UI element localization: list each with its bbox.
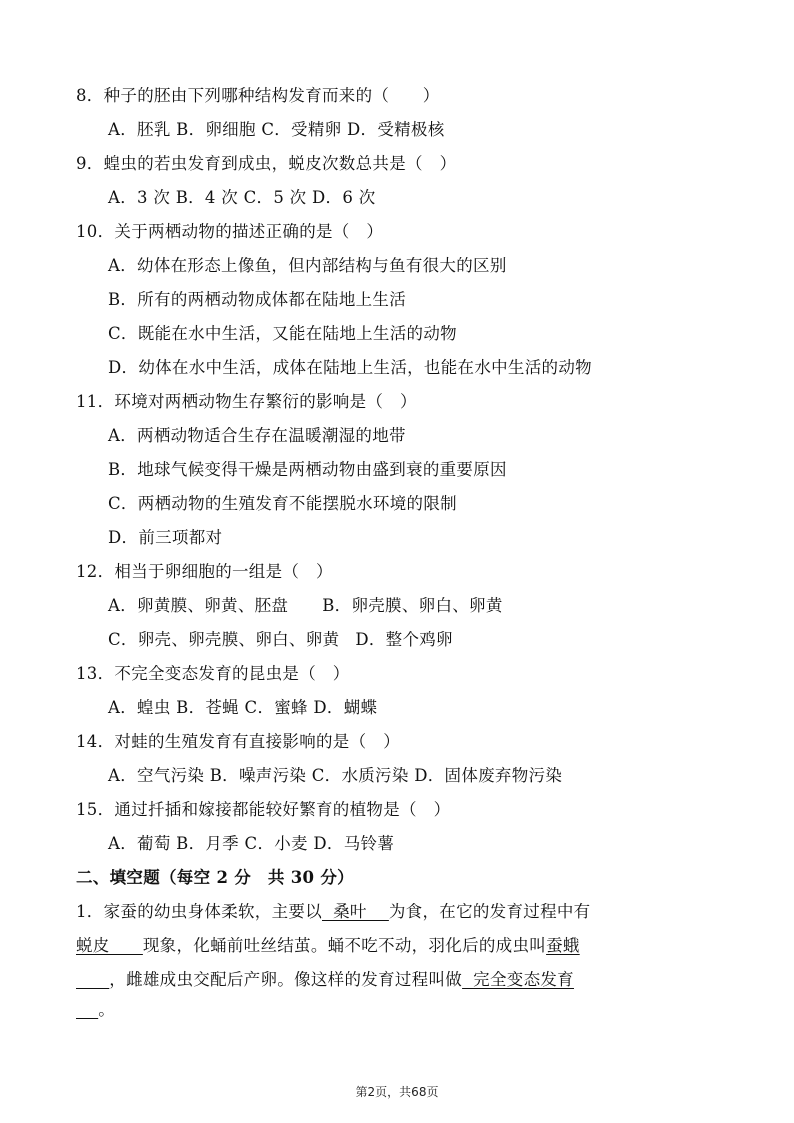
question-11-option-b: B．地球气候变得干燥是两栖动物由盛到衰的重要原因 [108, 460, 507, 479]
question-11-stem: 11．环境对两栖动物生存繁衍的影响是（ ） [76, 392, 417, 411]
question-12-option-a: A．卵黄膜、卵黄、胚盘 [108, 596, 289, 615]
fill-1-text: 1．家蚕的幼虫身体柔软，主要以 [76, 902, 322, 921]
question-9-stem: 9．蝗虫的若虫发育到成虫，蜕皮次数总共是（ ） [76, 154, 457, 173]
fill-1-answer-2: 蜕皮 [76, 936, 143, 955]
fill-1-answer-1: 桑叶 [322, 902, 389, 921]
question-11-option-d: D．前三项都对 [108, 528, 223, 547]
question-9-options: A．3 次 B．4 次 C．5 次 D．6 次 [108, 188, 376, 207]
question-10-option-a: A．幼体在形态上像鱼，但内部结构与鱼有很大的区别 [108, 256, 507, 275]
question-12-stem: 12．相当于卵细胞的一组是（ ） [76, 562, 333, 581]
question-8-options: A．胚乳 B．卵细胞 C．受精卵 D．受精极核 [108, 120, 445, 139]
question-11-option-c: C．两栖动物的生殖发育不能摆脱水环境的限制 [108, 494, 457, 513]
fill-1-text: 。 [98, 1000, 115, 1019]
question-12-option-c: C．卵壳、卵壳膜、卵白、卵黄 [108, 630, 340, 649]
fill-1-line-1 [76, 902, 590, 922]
question-12-options-row-2 [108, 630, 453, 650]
section-2-heading: 二、填空题（每空 2 分 共 30 分） [76, 868, 354, 887]
fill-1-answer-4-tail [76, 1000, 98, 1019]
fill-1-text: 现象，化蛹前吐丝结茧。蛹不吃不动，羽化后的成虫叫 [142, 936, 547, 955]
fill-1-answer-3-tail [76, 970, 109, 989]
question-8-stem: 8．种子的胚由下列哪种结构发育而来的（ ） [76, 86, 440, 105]
fill-1-line-2 [76, 936, 580, 956]
question-10-option-b: B．所有的两栖动物成体都在陆地上生活 [108, 290, 407, 309]
question-13-stem: 13．不完全变态发育的昆虫是（ ） [76, 664, 350, 683]
fill-1-line-4 [76, 1000, 115, 1020]
question-14-options: A．空气污染 B．噪声污染 C．水质污染 D．固体废弃物污染 [108, 766, 563, 785]
question-12-options-row-1 [108, 596, 503, 616]
fill-1-text: 为食，在它的发育过程中有 [388, 902, 591, 921]
fill-1-answer-4: 完全变态发育 [462, 970, 574, 989]
question-11-option-a: A．两栖动物适合生存在温暖潮湿的地带 [108, 426, 406, 445]
question-14-stem: 14．对蛙的生殖发育有直接影响的是（ ） [76, 732, 400, 751]
fill-1-text: ，雌雄成虫交配后产卵。像这样的发育过程叫做 [109, 970, 463, 989]
question-13-options: A．蝗虫 B．苍蝇 C．蜜蜂 D．蝴蝶 [108, 698, 378, 717]
question-10-option-c: C．既能在水中生活，又能在陆地上生活的动物 [108, 324, 457, 343]
fill-1-answer-3: 蚕蛾 [546, 936, 580, 955]
question-15-stem: 15．通过扦插和嫁接都能较好繁育的植物是（ ） [76, 800, 451, 819]
question-10-stem: 10．关于两栖动物的描述正确的是（ ） [76, 222, 384, 241]
question-15-options: A．葡萄 B．月季 C．小麦 D．马铃薯 [108, 834, 395, 853]
question-10-option-d: D．幼体在水中生活，成体在陆地上生活，也能在水中生活的动物 [108, 358, 592, 377]
question-12-option-b: B．卵壳膜、卵白、卵黄 [322, 596, 503, 615]
fill-1-line-3 [76, 970, 574, 990]
question-12-option-d: D．整个鸡卵 [355, 630, 453, 649]
page-footer: 第2页，共68页 [355, 1085, 439, 1099]
